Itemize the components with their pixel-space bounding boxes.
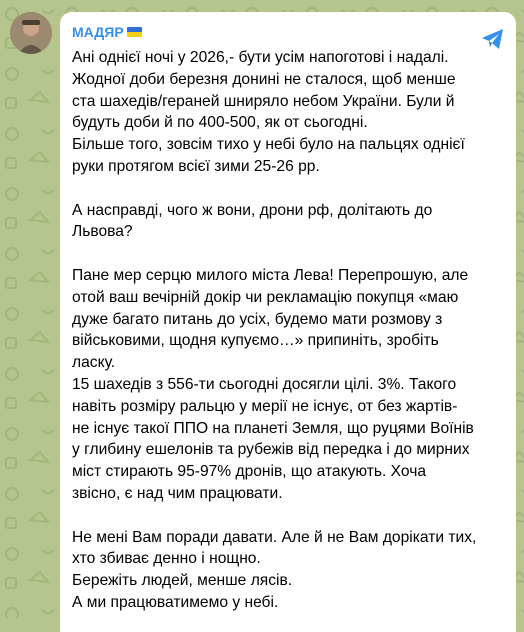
channel-header[interactable]: [72, 22, 502, 42]
message-line: отой ваш вечірній докір чи рекламацію покупця «маю: [72, 288, 459, 306]
message-line: Більше того, зовсім тихо у небі було на пальцях однієї: [72, 136, 465, 154]
message-paragraph: [72, 47, 504, 178]
message-line: Не мені Вам поради давати. Але й не Вам дорікати тих,: [72, 528, 477, 546]
message-line: міст стирають 95-97% дронів, що атакують. Хоча: [72, 463, 427, 481]
paragraph-gap: [72, 505, 504, 527]
message-line: Ані однієї ночі у 2026,- бути усім напоготові і надалі.: [72, 49, 449, 66]
message-line: дуже багато питань до усіх, будемо мати розмову з: [72, 310, 443, 328]
channel-avatar[interactable]: [10, 12, 52, 54]
message-line: А насправді, чого ж вони, дрони рф, долітають до: [72, 201, 433, 219]
message-line: ласку.: [72, 354, 116, 372]
message-line: навіть розміру ральцю у мерії не існує, от без жартів-: [72, 397, 458, 415]
message-paragraph: [72, 200, 504, 244]
message-line: Пане мер серцю милого міста Лева! Перепрошую, але: [72, 266, 469, 284]
message-line: звісно, є над чим працювати.: [72, 484, 283, 502]
message-line: військовими, щодня купуємо…» припиніть, зробіть: [72, 332, 439, 350]
paragraph-gap: [72, 243, 504, 265]
message-line: руки протягом всієї зими 25-26 рр.: [72, 157, 320, 175]
message-paragraph: [72, 527, 504, 614]
message-line: ста шахедів/гераней шниряло небом України. Були й: [72, 92, 455, 110]
message-line: А ми працюватимемо у небі.: [72, 593, 279, 611]
message-line: 15 шахедів з 556-ти сьогодні досягли цілі. 3%. Такого: [72, 375, 457, 393]
message-line: Львова?: [72, 223, 133, 241]
message-line: будуть доби й по 400-500, як от сьогодні.: [72, 114, 368, 132]
message-line: не існує такої ППО на планеті Земля, що руцями Воїнів: [72, 419, 474, 437]
message-text: [72, 47, 504, 614]
message-bubble: [60, 12, 516, 632]
telegram-share-icon[interactable]: [480, 26, 506, 52]
paragraph-gap: [72, 178, 504, 200]
message-line: Жодної доби березня донині не сталося, щоб менше: [72, 70, 456, 88]
message-line: хто збиває денно і нощно.: [72, 550, 261, 568]
channel-name[interactable]: МАДЯР: [72, 24, 124, 40]
message-line: Бережіть людей, менше лясів.: [72, 572, 293, 590]
avatar-image: [10, 12, 52, 54]
ukraine-flag-icon: [127, 27, 142, 37]
message-line: у глибину ешелонів та рубежів від передка і до мирних: [72, 441, 470, 459]
message-paragraph: [72, 265, 504, 505]
